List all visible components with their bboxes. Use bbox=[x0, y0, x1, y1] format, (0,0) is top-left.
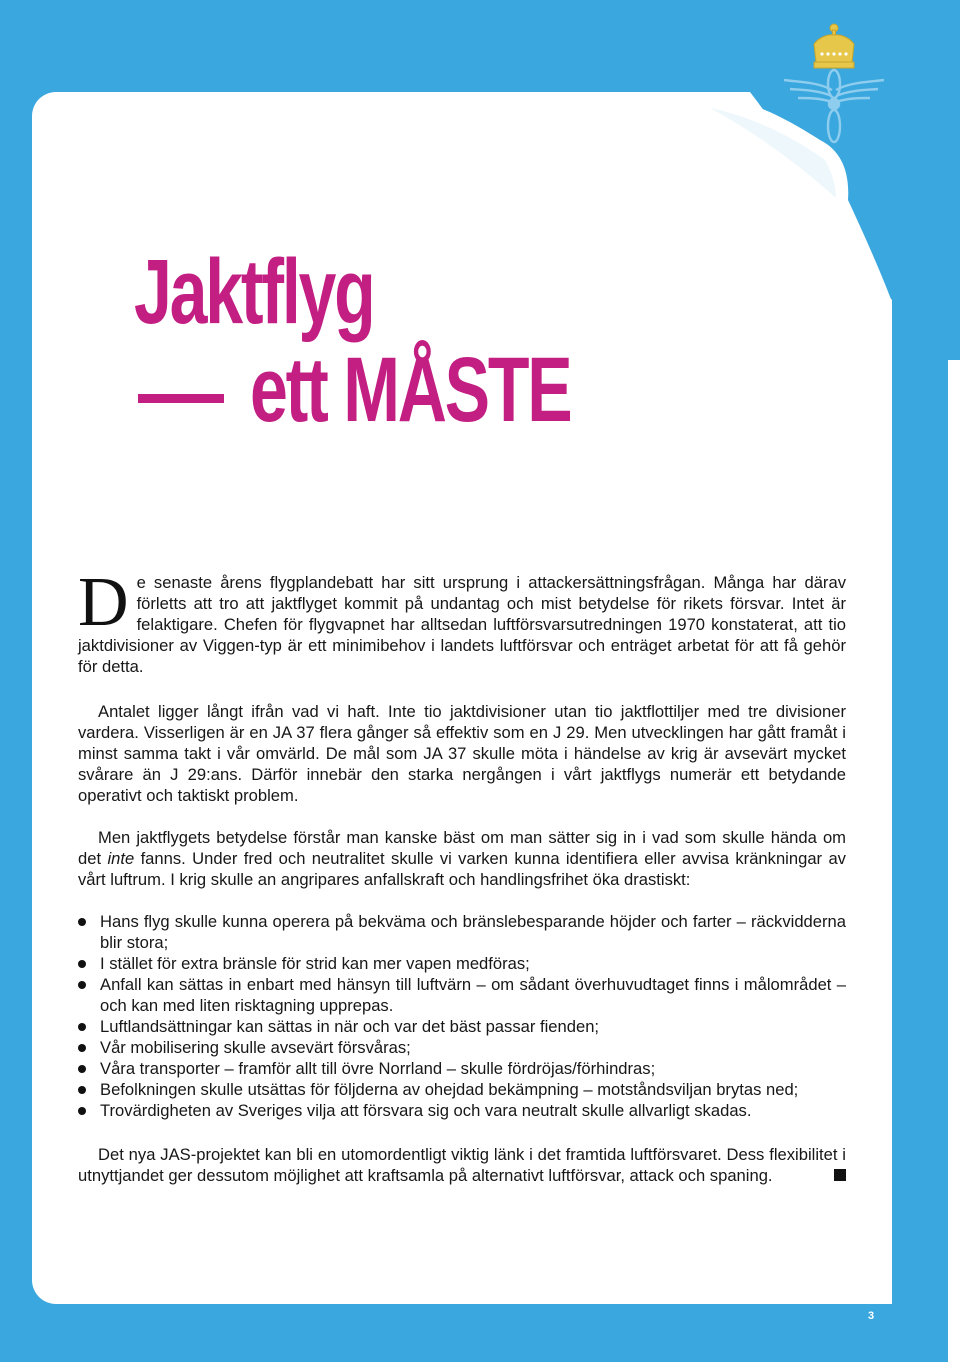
bullet-list bbox=[78, 911, 846, 1121]
intro-paragraph bbox=[78, 564, 846, 677]
list-item: Luftlandsättningar kan sättas in när och var det bäst passar fienden; bbox=[78, 1016, 846, 1037]
paragraph-3-emphasis: inte bbox=[107, 849, 135, 868]
list-item: Våra transporter – framför allt till övre Norrland – skulle fördröjas/förhindras; bbox=[78, 1058, 846, 1079]
list-item: Hans flyg skulle kunna operera på bekväma och bränslebesparande höjder och farter – räckvidderna blir stora; bbox=[78, 911, 846, 953]
air-force-emblem-icon bbox=[780, 18, 930, 153]
paragraph-3-text-b: fanns. Under fred och neutralitet skulle vi varken kunna identifiera eller avvisa kränkningar av vårt luftrum. I krig skulle an angripares anfallskraft och handlingsfrihet öka drastiskt: bbox=[78, 849, 846, 889]
title-line-1: Jaktflyg bbox=[134, 241, 374, 343]
intro-paragraph-text: e senaste årens flygplandebatt har sitt ursprung i attackersättningsfrågan. Många har därav förletts att tro att jaktflyget kommit på undantag och mist betydelse för rikets försvar. Intet är felaktigare. Chefen för flygvapnet har alltsedan luftförsvarsutredningen 1970 konstaterat, att tio jaktdivisioner av Viggen-typ är ett minimibehov i landets luftförsvar och enträget arbetat för att få gehör för detta. bbox=[78, 573, 846, 676]
end-of-article-mark bbox=[834, 1169, 846, 1181]
closing-paragraph-text: Det nya JAS-projektet kan bli en utomordentligt viktig länk i det framtida luftförsvaret. Dess flexibilitet i utnyttjandet ger dessutom möjlighet att kraftsamla på alternativt luftförsvar, attack och spaning. bbox=[78, 1145, 846, 1185]
title-line-2: ett MÅSTE bbox=[250, 339, 571, 441]
list-item: Befolkningen skulle utsättas för följderna av ohejdad bekämpning – motståndsviljan brytas ned; bbox=[78, 1079, 846, 1100]
title-dash bbox=[138, 394, 224, 403]
page-number: 3 bbox=[868, 1310, 875, 1322]
list-item: Vår mobilisering skulle avsevärt försvåras; bbox=[78, 1037, 846, 1058]
article-body bbox=[78, 564, 846, 1186]
list-item: Trovärdigheten av Sveriges vilja att försvara sig och vara neutralt skulle allvarligt skadas. bbox=[78, 1100, 846, 1121]
paragraph-2: Antalet ligger långt ifrån vad vi haft. Inte tio jaktdivisioner utan tio jaktflottiljer med tre divisioner vardera. Visserligen är en JA 37 flera gånger så effektiv som en J 29. Men utvecklingen har gått framåt i minst samma takt i vår omvärld. De mål som JA 37 skulle möta i händelse av krig är avsevärt mycket svårare än J 29:ans. Därför innebär den starka nergången i vårt jaktflygs numerär ett betydande operativt och taktiskt problem. bbox=[78, 702, 846, 805]
drop-cap: D bbox=[78, 564, 129, 641]
paragraph-3-text-a: Men jaktflygets betydelse förstår man kanske bäst om man sätter sig in i vad som skulle hända om det bbox=[78, 828, 846, 868]
list-item: Anfall kan sättas in enbart med hänsyn till luftvärn – om sådant överhuvudtaget finns i målområdet – och kan med liten risktagning upprepas. bbox=[78, 974, 846, 1016]
closing-paragraph bbox=[78, 1144, 846, 1186]
page-title bbox=[132, 230, 772, 460]
list-item: I stället för extra bränsle för strid kan mer vapen medföras; bbox=[78, 953, 846, 974]
paragraph-3 bbox=[78, 827, 846, 890]
